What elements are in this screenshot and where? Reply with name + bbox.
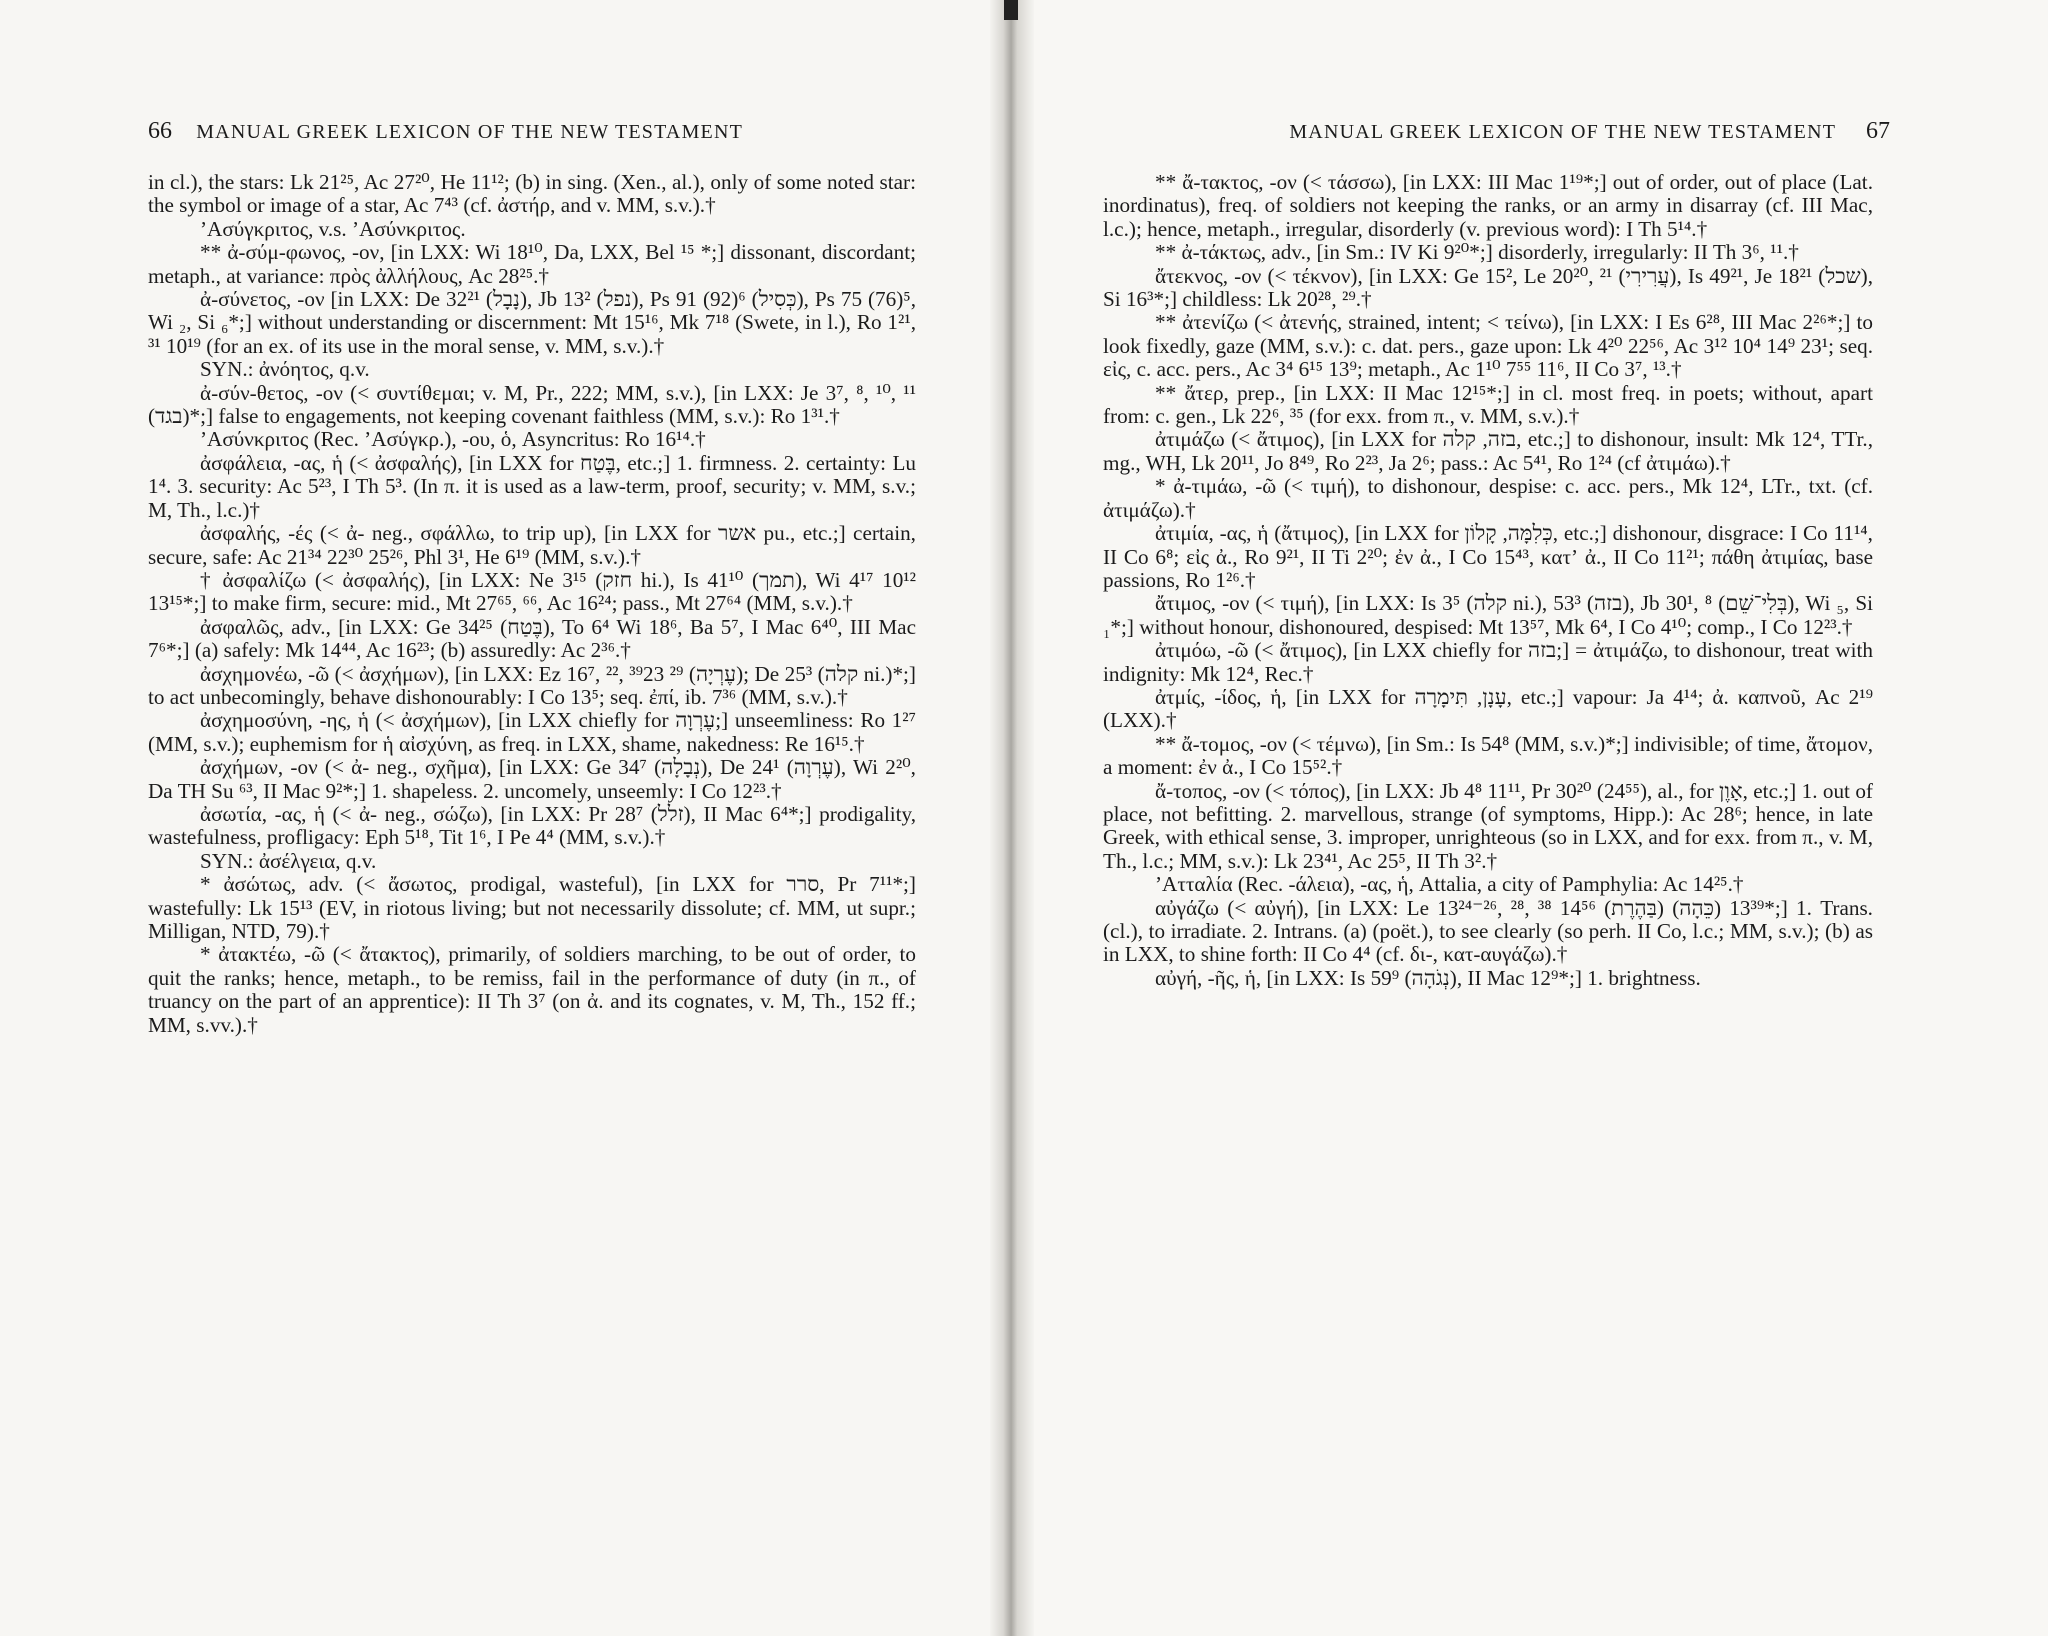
entry-paragraph: in cl.), the stars: Lk 21²⁵, Ac 27²⁰, He 11¹²; (b) in sing. (Xen., al.), only of some noted star: the symbol or image of a star, Ac 7⁴³ (cf. ἀστήρ, and v. MM, s.v.).† [148, 170, 916, 218]
left-page-number: 66 [148, 118, 172, 144]
right-page-number: 67 [1866, 118, 1890, 144]
entry-paragraph: ἀσφαλῶς, adv., [in LXX: Ge 34²⁵ (בֶּטַח), To 6⁴ Wi 18⁶, Ba 5⁷, I Mac 6⁴⁰, III Mac 7⁶*;] (a) safely: Mk 14⁴⁴, Ac 16²³; (b) assuredly: Ac 2³⁶.† [148, 614, 916, 663]
entry-paragraph: ** ἀτενίζω (< ἀτενής, strained, intent; < τείνω), [in LXX: I Es 6²⁸, III Mac 2²⁶*;] to look fixedly, gaze (MM, s.v.): c. dat. pers., gaze upon: Lk 4²⁰ 22⁵⁶, Ac 3¹² 10⁴ 14⁹ 23¹; seq. εἰς, c. acc. pers., Ac 3⁴ 6¹⁵ 13⁹; metaph., Ac 1¹⁰ 7⁵⁵ 11⁶, II Co 3⁷, ¹³.† [1103, 310, 1873, 382]
entry-paragraph: αὐγή, -ῆς, ἡ, [in LXX: Is 59⁹ (נְגֹהָה), II Mac 12⁹*;] 1. brightness. [1155, 965, 1701, 990]
entry-paragraph: ἀτιμία, -ας, ἡ (ἄτιμος), [in LXX for כְּלִמָּה, קָלוֹן, etc.;] dishonour, disgrace: I Co 11¹⁴, II Co 6⁸; εἰς ἀ., Ro 9²¹, II Ti 2²⁰; ἐν ἀ., I Co 15⁴³, κατʼ ἀ., II Co 11²¹; πάθη ἀτιμίας, base passions, Ro 1²⁶.† [1103, 521, 1873, 592]
entry-paragraph: ἄτιμος, -ον (< τιμή), [in LXX: Is 3⁵ (קלה ni.), 53³ (בזה), Jb 30¹, ⁸ (בְּלִי־שֵׁם), Wi ₅, Si ₁*;] without honour, dishonoured, despised: Mt 13⁵⁷, Mk 6⁴, I Co 4¹⁰; comp., I Co 12²³.† [1103, 591, 1873, 639]
left-text-column [148, 171, 916, 1037]
entry-paragraph: ** ἄ-τομος, -ον (< τέμνω), [in Sm.: Is 54⁸ (MM, s.v.)*;] indivisible; of time, ἄτομον, a moment: ἐν ἀ., I Co 15⁵².† [1103, 731, 1873, 780]
right-text-column [1103, 171, 1873, 990]
entry-paragraph: ἀ-σύν-θετος, -ον (< συντίθεμαι; v. M, Pr., 222; MM, s.v.), [in LXX: Je 3⁷, ⁸, ¹⁰, ¹¹ (בגד)*;] false to engagements, not keeping covenant faithless (MM, s.v.): Ro 1³¹.† [148, 380, 916, 429]
left-page [0, 0, 1010, 1636]
entry-paragraph: ἀτιμόω, -ῶ (< ἄτιμος), [in LXX chiefly for בזה;] = ἀτιμάζω, to dishonour, treat with indignity: Mk 12⁴, Rec.† [1103, 638, 1873, 686]
entry-paragraph: ἄτεκνος, -ον (< τέκνον), [in LXX: Ge 15², Le 20²⁰, ²¹ (עֲרִירִי), Is 49²¹, Je 18²¹ (שכל), Si 16³*;] childless: Lk 20²⁸, ²⁹.† [1103, 263, 1873, 312]
entry-paragraph: * ἀσώτως, adv. (< ἄσωτος, prodigal, wasteful), [in LXX for סרר, Pr 7¹¹*;] wastefully: Lk 15¹³ (EV, in riotous living; but not necessarily dissolute; cf. MM, ut supr.; Milligan, NTD, 79).† [148, 872, 916, 943]
entry-paragraph: ἀσωτία, -ας, ἡ (< ἀ- neg., σώζω), [in LXX: Pr 28⁷ (זלל), II Mac 6⁴*;] prodigality, wastefulness, profligacy: Eph 5¹⁸, Tit 1⁶, I Pe 4⁴ (MM, s.v.).† [148, 801, 916, 850]
synonym-note: SYN.: ἀνόητος, q.v. [200, 357, 370, 382]
entry-paragraph: ** ἄ-τακτος, -ον (< τάσσω), [in LXX: III Mac 1¹⁹*;] out of order, out of place (Lat. inordinatus), freq. of soldiers not keeping the ranks, or an army in disarray (cf. III Mac, l.c.); hence, metaph., irregular, disorderly (v. previous word): I Th 5¹⁴.† [1103, 170, 1873, 241]
book-gutter [990, 0, 1034, 1636]
entry-paragraph: ἀτιμάζω (< ἄτιμος), [in LXX for בזה, קלה, etc.;] to dishonour, insult: Mk 12⁴, TTr., mg., WH, Lk 20¹¹, Jo 8⁴⁹, Ro 2²³, Ja 2⁶; pass.: Ac 5⁴¹, Ro 1²⁴ (cf ἀτιμάω).† [1103, 427, 1873, 475]
entry-paragraph: ἀ-σύνετος, -ον [in LXX: De 32²¹ (נָבָל), Jb 13² (נפל), Ps 91 (92)⁶ (כְּסִיל), Ps 75 (76)⁵, Wi ₂, Si ₆*;] without understanding or discernment: Mt 15¹⁶, Mk 7¹⁸ (Swete, in l.), Ro 1²¹, ³¹ 10¹⁹ (for an ex. of its use in the moral sense, v. MM, s.v.).† [148, 287, 916, 358]
entry-paragraph: ** ἄτερ, prep., [in LXX: II Mac 12¹⁵*;] in cl. most freq. in poets; without, apart from: c. gen., Lk 22⁶, ³⁵ (for exx. from π., v. MM, s.v.).† [1103, 380, 1873, 429]
entry-paragraph: αὐγάζω (< αὐγή), [in LXX: Le 13²⁴⁻²⁶, ²⁸, ³⁸ 14⁵⁶ (בַּהֶרֶת) 13³⁹ (כֵּהָה)*;] 1. Trans. (cl.), to irradiate. 2. Intrans. (a) (poët.), to see clearly (so perh. II Co, l.c.; MM, s.v.); (b) as in LXX, to shine forth: II Co 4⁴ (cf. δι-, κατ-αυγάζω).† [1103, 895, 1873, 967]
entry-paragraph: ἀσχήμων, -ον (< ἀ- neg., σχῆμα), [in LXX: Ge 34⁷ (נְבָלָה), De 24¹ (עֶרְוָה), Wi 2²⁰, Da TH Su ⁶³, II Mac 9²*;] 1. shapeless. 2. uncomely, unseemly: I Co 12²³.† [148, 755, 916, 803]
entry-paragraph: ʼΑσύνκριτος (Rec. ʼΑσύγκρ.), -ου, ὁ, Asyncritus: Ro 16¹⁴.† [200, 427, 706, 452]
entry-paragraph: ἀσφαλής, -ές (< ἀ- neg., σφάλλω, to trip up), [in LXX for אשר pu., etc.;] certain, secure, safe: Ac 21³⁴ 22³⁰ 25²⁶, Phl 3¹, He 6¹⁹ (MM, s.v.).† [148, 521, 916, 569]
entry-paragraph: ἀσχημοσύνη, -ης, ἡ (< ἀσχήμων), [in LXX chiefly for עֶרְוָה;] unseemliness: Ro 1²⁷ (MM, s.v.); euphemism for ἡ αἰσχύνη, as freq. in LXX, shame, nakedness: Re 16¹⁵.† [148, 708, 916, 756]
entry-paragraph: † ἀσφαλίζω (< ἀσφαλής), [in LXX: Ne 3¹⁵ (חזק hi.), Is 41¹⁰ (תמך), Wi 4¹⁷ 10¹² 13¹⁵*;] to make firm, secure: mid., Mt 27⁶⁵, ⁶⁶, Ac 16²⁴; pass., Mt 27⁶⁴ (MM, s.v.).† [148, 567, 916, 616]
entry-paragraph: ʼΑτταλία (Rec. -άλεια), -ας, ἡ, Attalia, a city of Pamphylia: Ac 14²⁵.† [1155, 872, 1744, 897]
left-running-header [148, 118, 918, 145]
entry-paragraph: ** ἀ-σύμ-φωνος, -ον, [in LXX: Wi 18¹⁰, Da, LXX, Bel ¹⁵ *;] dissonant, discordant; metaph., at variance: πρὸς ἀλλήλους, Ac 28²⁵.† [148, 240, 916, 288]
entry-paragraph: ἀτμίς, -ίδος, ἡ, [in LXX for עָנָן, תִּימָרָה, etc.;] vapour: Ja 4¹⁴; ἀ. καπνοῦ, Ac 2¹⁹ (LXX).† [1103, 684, 1873, 733]
left-running-head: MANUAL GREEK LEXICON OF THE NEW TESTAMENT [196, 121, 744, 143]
entry-paragraph: ἄ-τοπος, -ον (< τόπος), [in LXX: Jb 4⁸ 11¹¹, Pr 30²⁰ (24⁵⁵), al., for אָוֶן, etc.;] 1. out of place, not befitting. 2. marvellous, strange (of symptoms, Hipp.): Ac 28⁶; hence, in late Greek, with ethical sense, 3. improper, unrighteous (so in LXX, and for exx. from π., v. M, Th., l.c.; MM, s.v.): Lk 23⁴¹, Ac 25⁵, II Th 3².† [1103, 778, 1873, 873]
right-running-header [1172, 118, 1890, 145]
entry-paragraph: * ἀ-τιμάω, -ῶ (< τιμή), to dishonour, despise: c. acc. pers., Mk 12⁴, LTr., txt. (cf. ἀτιμάζω).† [1103, 474, 1873, 522]
synonym-note: SYN.: ἀσέλγεια, q.v. [200, 848, 377, 873]
entry-paragraph: ** ἀ-τάκτως, adv., [in Sm.: IV Ki 9²⁰*;] disorderly, irregularly: II Th 3⁶, ¹¹.† [1155, 240, 1799, 265]
entry-paragraph: ἀσφάλεια, -ας, ἡ (< ἀσφαλής), [in LXX for בֶּטַח, etc.;] 1. firmness. 2. certainty: Lu 1⁴. 3. security: Ac 5²³, I Th 5³. (In π. it is used as a law-term, proof, security; v. MM, s.v.; M, Th., l.c.)† [148, 450, 916, 522]
entry-paragraph: * ἀτακτέω, -ῶ (< ἄτακτος), primarily, of soldiers marching, to be out of order, to quit the ranks; hence, metaph., to be remiss, fail in the performance of duty (in π., of truancy on the part of an apprentice): II Th 3⁷ (on ἀ. and its cognates, v. M, Th., 152 ff.; MM, s.vv.).† [148, 942, 916, 1037]
gutter-shadow [1004, 0, 1018, 20]
entry-paragraph: ʼΑσύγκριτος, v.s. ʼΑσύνκριτος. [200, 216, 466, 241]
entry-paragraph: ἀσχημονέω, -ῶ (< ἀσχήμων), [in LXX: Ez 16⁷, ²², ³⁹23 ²⁹ (עֶרְיָה); De 25³ (קלה ni.)*;] to act unbecomingly, behave dishonourably: I Co 13⁵; seq. ἐπί, ib. 7³⁶ (MM, s.v.).† [148, 661, 916, 709]
right-page [1012, 0, 2048, 1636]
right-running-head: MANUAL GREEK LEXICON OF THE NEW TESTAMENT [1289, 121, 1836, 143]
